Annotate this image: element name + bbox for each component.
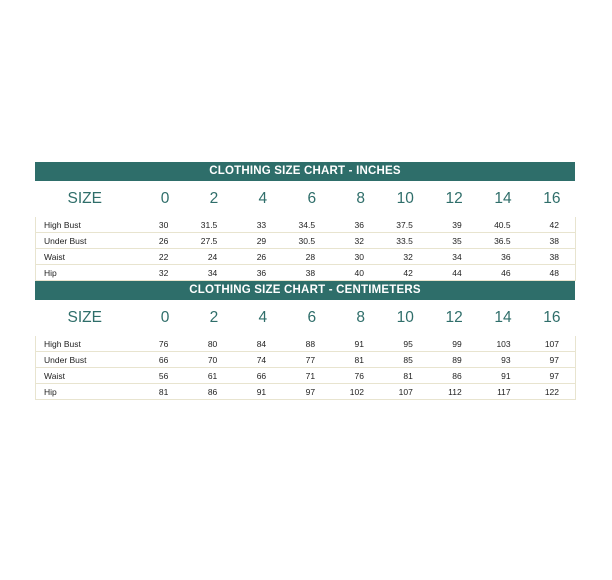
measurement-cell: 33.5 bbox=[380, 233, 429, 249]
size-header-cell: 2 bbox=[209, 309, 219, 326]
measurement-cell: 84 bbox=[233, 336, 282, 352]
measurement-cell: 70 bbox=[184, 352, 233, 368]
inches-table bbox=[35, 181, 576, 281]
size-chart bbox=[35, 162, 575, 400]
measurement-cell: 36 bbox=[331, 217, 380, 233]
size-header-cell: 12 bbox=[445, 190, 463, 207]
inches-title-banner: CLOTHING SIZE CHART - INCHES bbox=[35, 162, 575, 181]
measurement-cell: 97 bbox=[527, 352, 576, 368]
measurement-cell: 122 bbox=[527, 384, 576, 400]
measurement-cell: 36.5 bbox=[478, 233, 527, 249]
row-label: Waist bbox=[36, 249, 136, 265]
table-row bbox=[36, 265, 576, 281]
measurement-cell: 36 bbox=[233, 265, 282, 281]
measurement-cell: 76 bbox=[331, 368, 380, 384]
size-header-label: SIZE bbox=[67, 190, 102, 207]
measurement-cell: 44 bbox=[429, 265, 478, 281]
measurement-cell: 91 bbox=[233, 384, 282, 400]
measurement-cell: 74 bbox=[233, 352, 282, 368]
measurement-cell: 48 bbox=[527, 265, 576, 281]
size-header-cell: 0 bbox=[160, 190, 170, 207]
measurement-cell: 76 bbox=[136, 336, 185, 352]
row-label: Hip bbox=[36, 384, 136, 400]
measurement-cell: 46 bbox=[478, 265, 527, 281]
size-header-cell: 6 bbox=[307, 309, 317, 326]
measurement-cell: 34.5 bbox=[282, 217, 331, 233]
table-row bbox=[36, 233, 576, 249]
measurement-cell: 86 bbox=[429, 368, 478, 384]
measurement-cell: 103 bbox=[478, 336, 527, 352]
measurement-cell: 34 bbox=[184, 265, 233, 281]
measurement-cell: 38 bbox=[527, 233, 576, 249]
measurement-cell: 80 bbox=[184, 336, 233, 352]
measurement-cell: 88 bbox=[282, 336, 331, 352]
measurement-cell: 81 bbox=[136, 384, 185, 400]
measurement-cell: 42 bbox=[527, 217, 576, 233]
measurement-cell: 66 bbox=[136, 352, 185, 368]
measurement-cell: 112 bbox=[429, 384, 478, 400]
row-label: Hip bbox=[36, 265, 136, 281]
measurement-cell: 81 bbox=[331, 352, 380, 368]
size-header-cell: 0 bbox=[160, 309, 170, 326]
size-header-cell: 4 bbox=[258, 190, 268, 207]
size-header-cell: 6 bbox=[307, 190, 317, 207]
measurement-cell: 26 bbox=[233, 249, 282, 265]
size-header-cell: 14 bbox=[494, 309, 512, 326]
measurement-cell: 42 bbox=[380, 265, 429, 281]
measurement-cell: 95 bbox=[380, 336, 429, 352]
size-header-label: SIZE bbox=[67, 309, 102, 326]
measurement-cell: 91 bbox=[478, 368, 527, 384]
measurement-cell: 56 bbox=[136, 368, 185, 384]
measurement-cell: 38 bbox=[282, 265, 331, 281]
table-row bbox=[36, 249, 576, 265]
measurement-cell: 28 bbox=[282, 249, 331, 265]
measurement-cell: 34 bbox=[429, 249, 478, 265]
measurement-cell: 30.5 bbox=[282, 233, 331, 249]
measurement-cell: 27.5 bbox=[184, 233, 233, 249]
measurement-cell: 71 bbox=[282, 368, 331, 384]
table-row bbox=[36, 368, 576, 384]
measurement-cell: 77 bbox=[282, 352, 331, 368]
size-header-cell: 2 bbox=[209, 190, 219, 207]
table-row bbox=[36, 217, 576, 233]
centimeters-title-banner: CLOTHING SIZE CHART - CENTIMETERS bbox=[35, 281, 575, 300]
centimeters-header-row bbox=[36, 300, 576, 336]
measurement-cell: 39 bbox=[429, 217, 478, 233]
measurement-cell: 86 bbox=[184, 384, 233, 400]
measurement-cell: 85 bbox=[380, 352, 429, 368]
measurement-cell: 37.5 bbox=[380, 217, 429, 233]
row-label: Under Bust bbox=[36, 233, 136, 249]
measurement-cell: 91 bbox=[331, 336, 380, 352]
row-label: Waist bbox=[36, 368, 136, 384]
measurement-cell: 117 bbox=[478, 384, 527, 400]
inches-header-row bbox=[36, 181, 576, 217]
measurement-cell: 33 bbox=[233, 217, 282, 233]
measurement-cell: 22 bbox=[136, 249, 185, 265]
measurement-cell: 107 bbox=[380, 384, 429, 400]
size-header-cell: 12 bbox=[445, 309, 463, 326]
measurement-cell: 24 bbox=[184, 249, 233, 265]
measurement-cell: 93 bbox=[478, 352, 527, 368]
size-header-cell: 8 bbox=[356, 309, 365, 326]
size-header-cell: 10 bbox=[396, 190, 414, 207]
measurement-cell: 38 bbox=[527, 249, 576, 265]
measurement-cell: 29 bbox=[233, 233, 282, 249]
size-header-cell: 4 bbox=[258, 309, 268, 326]
measurement-cell: 40.5 bbox=[478, 217, 527, 233]
size-header-cell: 16 bbox=[543, 309, 561, 326]
size-header-cell: 8 bbox=[356, 190, 365, 207]
measurement-cell: 107 bbox=[527, 336, 576, 352]
measurement-cell: 66 bbox=[233, 368, 282, 384]
measurement-cell: 31.5 bbox=[184, 217, 233, 233]
measurement-cell: 35 bbox=[429, 233, 478, 249]
table-row bbox=[36, 352, 576, 368]
measurement-cell: 30 bbox=[331, 249, 380, 265]
measurement-cell: 36 bbox=[478, 249, 527, 265]
measurement-cell: 97 bbox=[282, 384, 331, 400]
centimeters-table bbox=[35, 300, 576, 400]
size-header-cell: 10 bbox=[396, 309, 414, 326]
measurement-cell: 99 bbox=[429, 336, 478, 352]
measurement-cell: 81 bbox=[380, 368, 429, 384]
table-row bbox=[36, 336, 576, 352]
row-label: High Bust bbox=[36, 217, 136, 233]
row-label: High Bust bbox=[36, 336, 136, 352]
measurement-cell: 40 bbox=[331, 265, 380, 281]
size-header-cell: 14 bbox=[494, 190, 512, 207]
measurement-cell: 32 bbox=[331, 233, 380, 249]
row-label: Under Bust bbox=[36, 352, 136, 368]
measurement-cell: 102 bbox=[331, 384, 380, 400]
measurement-cell: 32 bbox=[136, 265, 185, 281]
measurement-cell: 89 bbox=[429, 352, 478, 368]
measurement-cell: 61 bbox=[184, 368, 233, 384]
table-row bbox=[36, 384, 576, 400]
measurement-cell: 30 bbox=[136, 217, 185, 233]
measurement-cell: 32 bbox=[380, 249, 429, 265]
measurement-cell: 26 bbox=[136, 233, 185, 249]
measurement-cell: 97 bbox=[527, 368, 576, 384]
size-header-cell: 16 bbox=[543, 190, 561, 207]
